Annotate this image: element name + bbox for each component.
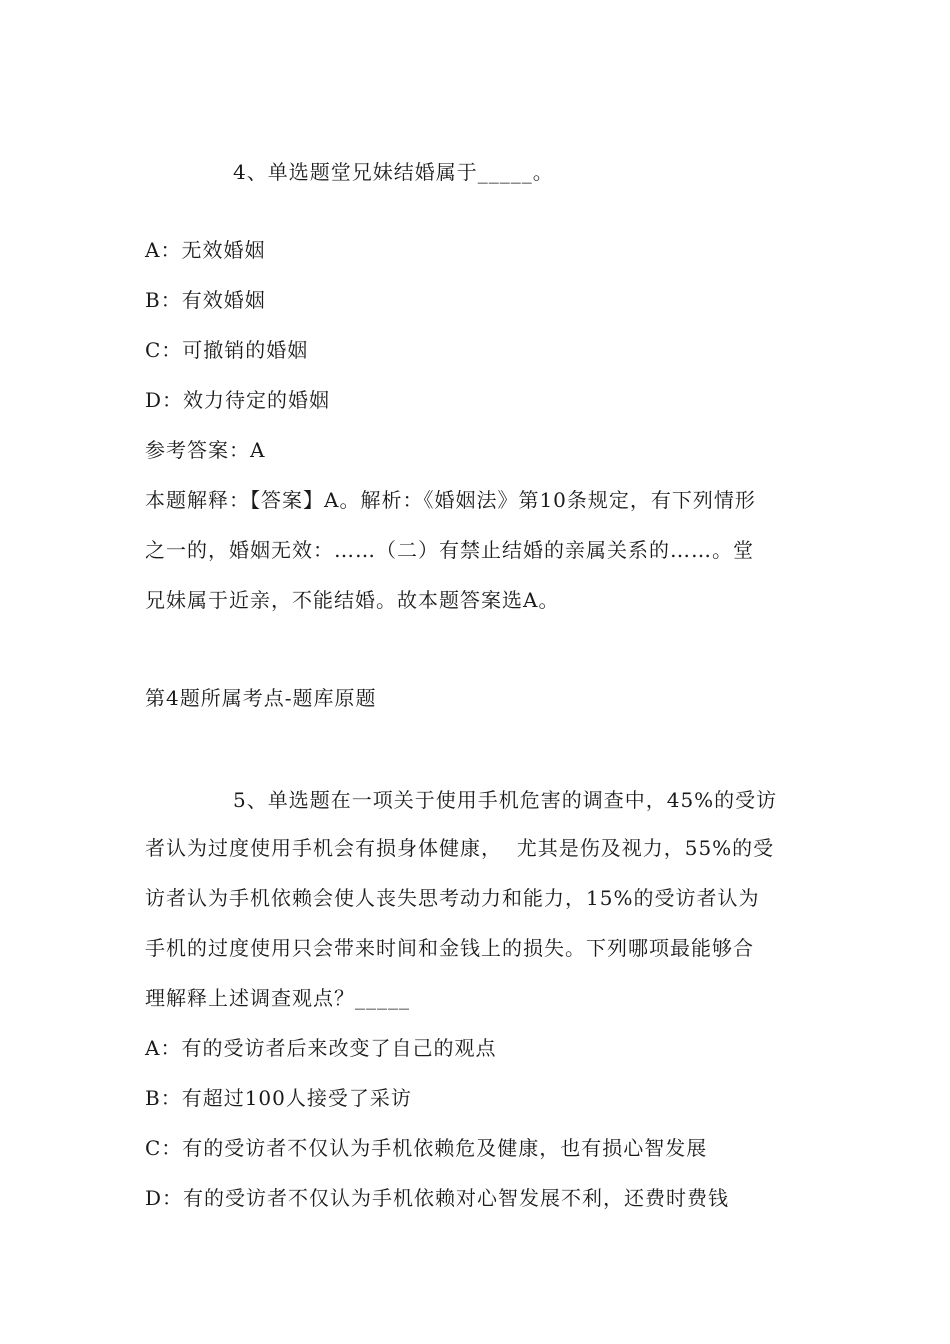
question-4-stem: 4、单选题堂兄妹结婚属于_____。 [233,160,554,184]
question-5-stem-line-2: 者认为过度使用手机会有损身体健康， 尤其是伤及视力，55%的受 [145,836,775,860]
question-4-option-d: D：效力待定的婚姻 [145,388,331,412]
question-5-stem-line-1: 5、单选题在一项关于使用手机危害的调查中，45%的受访 [233,788,778,812]
question-5-stem-line-3: 访者认为手机依赖会使人丧失思考动力和能力，15%的受访者认为 [145,886,760,910]
question-5-option-c: C：有的受访者不仅认为手机依赖危及健康，也有损心智发展 [145,1136,708,1160]
question-4-option-a: A：无效婚姻 [145,238,266,262]
question-4-explanation-line-1: 本题解释：【答案】A。解析：《婚姻法》第10条规定，有下列情形 [145,488,756,512]
question-4-knowledge-point: 第4题所属考点-题库原题 [145,686,377,710]
question-5-option-a: A：有的受访者后来改变了自己的观点 [145,1036,497,1060]
question-5-option-b: B：有超过100人接受了采访 [145,1086,412,1110]
question-4-answer: 参考答案：A [145,438,266,462]
question-5-stem-line-4: 手机的过度使用只会带来时间和金钱上的损失。下列哪项最能够合 [145,936,754,960]
question-4-option-b: B：有效婚姻 [145,288,266,312]
question-4-option-c: C：可撤销的婚姻 [145,338,309,362]
question-4-explanation-line-3: 兄妹属于近亲，不能结婚。故本题答案选A。 [145,588,560,612]
question-5-stem-line-5: 理解释上述调查观点？_____ [145,986,410,1010]
question-4-explanation-line-2: 之一的，婚姻无效：……（二）有禁止结婚的亲属关系的……。堂 [145,538,754,562]
question-5-option-d: D：有的受访者不仅认为手机依赖对心智发展不利，还费时费钱 [145,1186,730,1210]
